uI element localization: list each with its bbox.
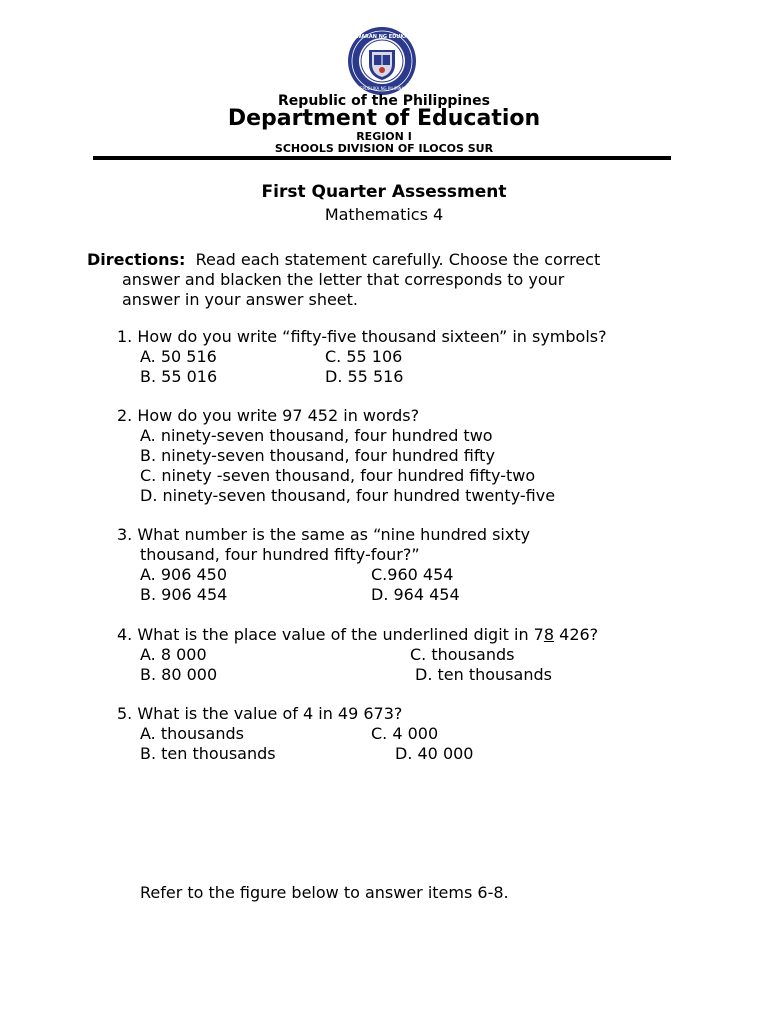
question-3-stem-line-2: thousand, four hundred fifty-four?”	[140, 545, 420, 564]
question-3-option-b: B. 906 454	[140, 585, 228, 604]
republic-heading: Republic of the Philippines	[278, 93, 490, 109]
question-4-stem	[117, 625, 598, 644]
directions-line-3: answer in your answer sheet.	[122, 290, 359, 309]
question-5-stem: 5. What is the value of 4 in 49 673?	[117, 704, 403, 723]
deped-seal-logo	[340, 26, 424, 96]
question-4-option-d: D. ten thousands	[415, 665, 552, 684]
question-1-stem: 1. How do you write “fifty-five thousand sixteen” in symbols?	[117, 327, 607, 346]
question-4-stem-before: 4. What is the place value of the underlined digit in 7	[117, 625, 544, 644]
directions-label: Directions:	[87, 250, 186, 269]
seal-bottom-text: REPUBLIKA NG PILIPINAS	[357, 86, 407, 91]
seal-top-text: KAGAWARAN NG EDUKASYON	[340, 34, 424, 40]
question-1-option-c: C. 55 106	[325, 347, 403, 366]
question-4-option-a: A. 8 000	[140, 645, 207, 664]
question-5-option-a: A. thousands	[140, 724, 244, 743]
division-heading: SCHOOLS DIVISION OF ILOCOS SUR	[274, 142, 494, 155]
question-1-option-b: B. 55 016	[140, 367, 218, 386]
question-2-option-b: B. ninety-seven thousand, four hundred fifty	[140, 446, 495, 465]
question-4-stem-after: 426?	[554, 625, 599, 644]
question-5-option-c: C. 4 000	[371, 724, 439, 743]
question-3-stem-line-1: 3. What number is the same as “nine hundred sixty	[117, 525, 531, 544]
directions-text-1: Read each statement carefully. Choose the correct	[195, 250, 601, 269]
directions-line-1	[87, 250, 600, 269]
question-1-option-a: A. 50 516	[140, 347, 217, 366]
question-4-option-c: C. thousands	[410, 645, 515, 664]
question-5-option-b: B. ten thousands	[140, 744, 276, 763]
directions-line-2: answer and blacken the letter that corresponds to your	[122, 270, 565, 289]
question-3-option-c: C.960 454	[371, 565, 454, 584]
question-2-option-d: D. ninety-seven thousand, four hundred twenty-five	[140, 486, 556, 505]
question-2-option-c: C. ninety -seven thousand, four hundred fifty-two	[140, 466, 536, 485]
assessment-title: First Quarter Assessment	[261, 182, 507, 202]
region-heading: REGION I	[356, 130, 412, 143]
question-2-stem: 2. How do you write 97 452 in words?	[117, 406, 420, 425]
question-4-underlined-digit: 8	[543, 625, 555, 644]
header-divider	[93, 156, 671, 160]
question-5-option-d: D. 40 000	[395, 744, 474, 763]
subject-title: Mathematics 4	[324, 205, 444, 224]
refer-to-figure-note: Refer to the figure below to answer items 6-8.	[140, 883, 509, 902]
department-heading: Department of Education	[227, 106, 541, 131]
question-1-option-d: D. 55 516	[325, 367, 404, 386]
question-2-option-a: A. ninety-seven thousand, four hundred two	[140, 426, 493, 445]
question-3-option-d: D. 964 454	[371, 585, 460, 604]
question-4-option-b: B. 80 000	[140, 665, 218, 684]
question-3-option-a: A. 906 450	[140, 565, 227, 584]
